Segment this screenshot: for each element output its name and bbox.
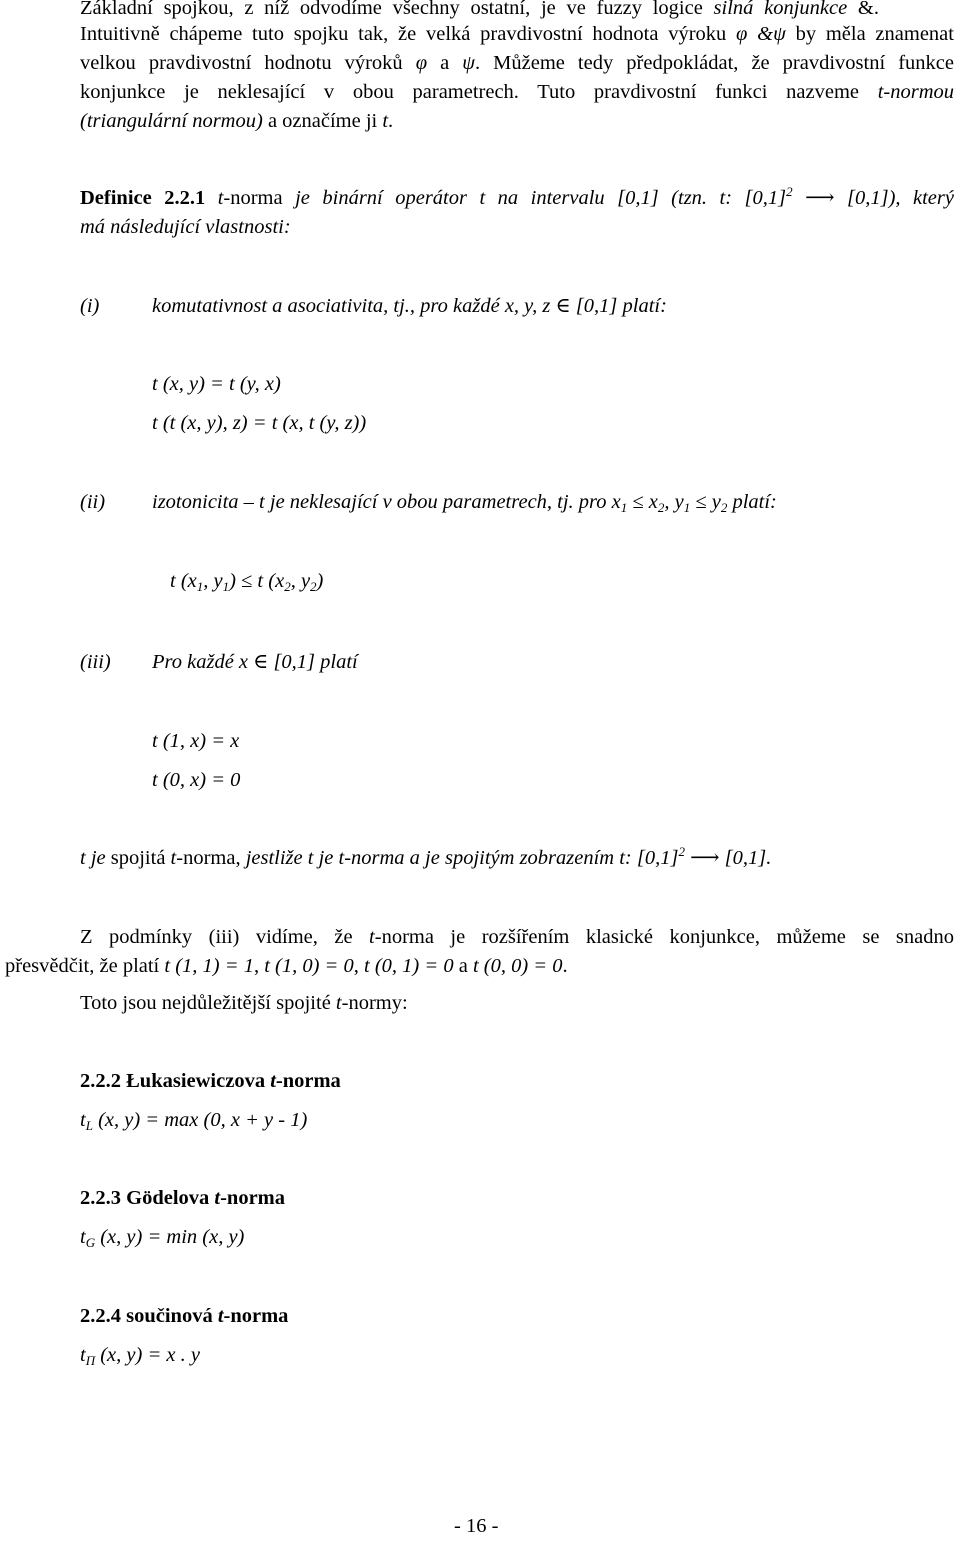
property-ii-label: (ii) [80,491,106,513]
page-number: - 16 - [454,1515,499,1537]
intro-line-1: Základní spojkou, z níž odvodíme všechny ostatní, je ve fuzzy logice silná konjunkce &. [80,0,879,19]
section-lukasiewicz-heading: 2.2.2 Łukasiewiczova t-norma [80,1070,341,1092]
section-godel-formula: $t_G$ (x, y) = min (x, y) [80,1226,245,1250]
property-ii-text: izotonicita – t je neklesající v obou parametrech, tj. pro $x_1 \le x_2$, $y_1 \le y_2$ platí: [152,491,777,515]
property-iii-label: (iii) [80,651,111,673]
section-godel-heading: 2.2.3 Gödelova t-norma [80,1187,286,1209]
property-i-label: (i) [80,295,100,317]
property-i-formula-2: t (t (x, y), z) = t (x, t (y, z)) [152,412,367,434]
intro-line-4: konjunkce je neklesající v obou parametrech. Tuto pravdivostní funkci nazveme t-normou [80,81,954,103]
definition-heading: Definice 2.2.1 [80,187,206,209]
property-i-text: komutativnost a asociativita, tj., pro každé x, y, z ∈ [0,1] platí: [152,295,667,317]
section-lukasiewicz-formula: $t_L$ (x, y) = max (0, x + y - 1) [80,1109,308,1133]
definition-line-2: má následující vlastnosti: [80,216,291,238]
remark-line-2: přesvědčit, že platí t (1, 1) = 1, t (1, 0) = 0, t (0, 1) = 0 a t (0, 0) = 0. [5,955,568,977]
property-iii-formula-1: t (1, x) = x [152,730,240,752]
intro-line-3: velkou pravdivostní hodnotu výroků φ a ψ. Můžeme tedy předpokládat, že pravdivostní funkce [80,52,954,74]
intro-line-5: (triangulární normou) a označíme ji t. [80,110,394,132]
property-ii-formula: t ($x_1$, $y_1) \le t$ ($x_2$, $y_2$) [170,570,324,594]
continuity-statement: t je spojitá t-norma, jestliže t je t-norma a je spojitým zobrazením t: $[0,1]^2$ ⟶ [0,1]. [80,844,772,869]
property-i-formula-1: t (x, y) = t (y, x) [152,373,281,395]
definition-line-1: Definice 2.2.1 t-norma je binární operátor t na intervalu [0,1] (tzn. t: $[0,1]^2$ ⟶ [0,1]), který [80,184,954,209]
section-product-heading: 2.2.4 součinová t-norma [80,1305,289,1327]
remark-line-1: Z podmínky (iii) vidíme, že t-norma je rozšířením klasické konjunkce, můžeme se snadno [80,926,955,948]
property-iii-text: Pro každé x ∈ [0,1] platí [152,651,358,673]
intro-line-2: Intuitivně chápeme tuto spojku tak, že velká pravdivostní hodnota výroku φ &ψ by měla znamenat [80,23,954,45]
summary-line: Toto jsou nejdůležitější spojité t-normy: [80,992,408,1014]
property-iii-formula-2: t (0, x) = 0 [152,769,241,791]
section-product-formula: $t_\Pi$ (x, y) = x . y [80,1344,200,1368]
